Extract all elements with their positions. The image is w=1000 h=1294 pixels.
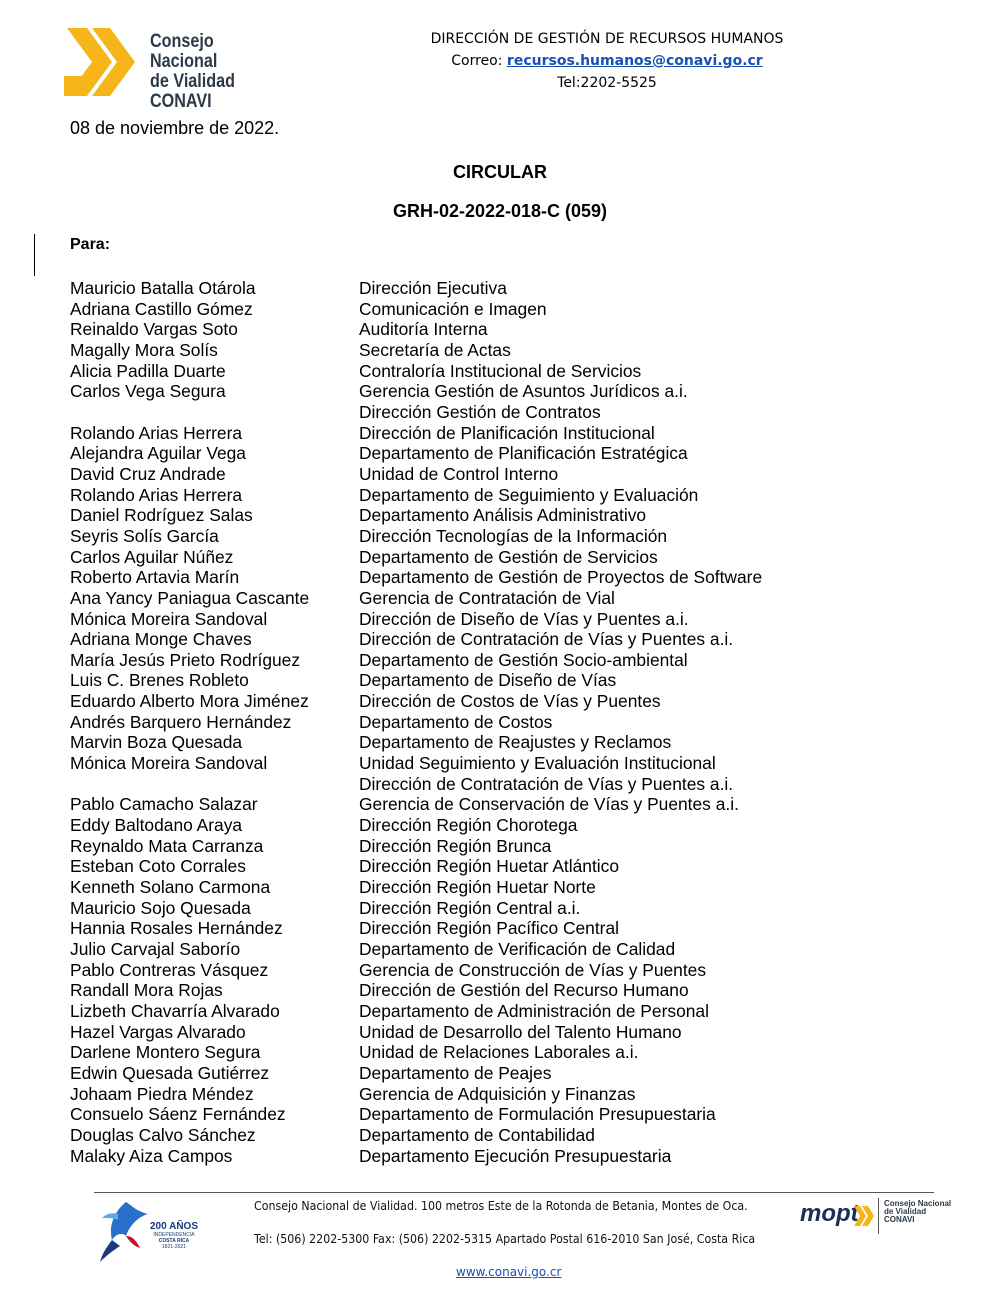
recipient-row <box>70 485 762 506</box>
conavi-small-line3: CONAVI <box>884 1215 915 1224</box>
department-name: DIRECCIÓN DE GESTIÓN DE RECURSOS HUMANOS <box>430 31 784 47</box>
footer-address: Consejo Nacional de Vialidad. 100 metros Este de la Rotonda de Betania, Montes de Oca. <box>254 1199 748 1213</box>
recipient-unit: Gerencia de Construcción de Vías y Puentes <box>359 959 707 980</box>
recipient-unit: Dirección Región Chorotega <box>359 815 578 836</box>
recipient-name <box>70 402 359 423</box>
recipient-row <box>70 609 762 630</box>
recipient-name: María Jesús Prieto Rodríguez <box>70 649 301 670</box>
recipient-row <box>70 856 762 877</box>
recipient-name: Reynaldo Mata Carranza <box>70 835 264 856</box>
bicentenario-line4: 1821-2021 <box>162 1244 186 1250</box>
recipient-row <box>70 980 762 1001</box>
recipient-name: Edwin Quesada Gutiérrez <box>70 1062 270 1083</box>
recipient-unit: Dirección Tecnologías de la Información <box>359 525 668 546</box>
recipient-name: Eddy Baltodano Araya <box>70 815 243 836</box>
recipient-name: Randall Mora Rojas <box>70 980 223 1001</box>
recipient-unit: Dirección Región Huetar Atlántico <box>359 856 620 877</box>
recipient-unit: Secretaría de Actas <box>359 339 511 360</box>
recipient-name: Rolando Arias Herrera <box>70 484 243 505</box>
recipient-name: Marvin Boza Quesada <box>70 732 243 753</box>
recipient-name <box>70 774 359 795</box>
recipient-name: Andrés Barquero Hernández <box>70 711 292 732</box>
recipient-unit: Departamento Análisis Administrativo <box>359 505 647 526</box>
recipient-unit: Dirección de Contratación de Vías y Puentes a.i. <box>359 773 734 794</box>
conavi-small-logo <box>884 1200 951 1224</box>
conavi-chevron-icon <box>62 24 152 100</box>
recipient-row <box>70 423 762 444</box>
recipient-row <box>70 1063 762 1084</box>
recipient-unit: Gerencia de Adquisición y Finanzas <box>359 1083 636 1104</box>
recipient-name: Mauricio Sojo Quesada <box>70 897 251 918</box>
recipient-unit: Departamento de Diseño de Vías <box>359 670 617 691</box>
recipient-unit: Dirección Región Brunca <box>359 835 552 856</box>
recipient-unit: Departamento de Verificación de Calidad <box>359 939 676 959</box>
recipient-row <box>70 319 762 340</box>
recipient-name: Eduardo Alberto Mora Jiménez <box>70 691 309 712</box>
recipient-row <box>70 443 762 464</box>
recipient-name: Magally Mora Solís <box>70 339 218 360</box>
recipient-row <box>70 402 762 423</box>
margin-marker <box>34 234 35 276</box>
conavi-small-line1: Consejo Nacional <box>884 1199 952 1208</box>
recipient-name: Seyris Solís García <box>70 525 219 546</box>
recipient-row <box>70 1084 762 1105</box>
conavi-small-line2: de Vialidad <box>884 1207 927 1216</box>
recipient-name: Lizbeth Chavarría Alvarado <box>70 1000 280 1021</box>
recipient-name: Daniel Rodríguez Salas <box>70 505 253 526</box>
recipient-row <box>70 650 762 671</box>
recipient-row <box>70 939 762 960</box>
phone-line: Tel:2202-5525 <box>557 75 657 91</box>
recipient-unit: Dirección Región Huetar Norte <box>359 877 596 898</box>
recipient-name: Johaam Piedra Méndez <box>70 1083 254 1104</box>
email-label: Correo: <box>451 53 503 69</box>
bicentenario-text <box>150 1221 198 1250</box>
recipient-unit: Gerencia Gestión de Asuntos Jurídicos a.i. <box>359 381 688 402</box>
recipient-name: Julio Carvajal Saborío <box>70 939 241 959</box>
recipient-name: Consuelo Sáenz Fernández <box>70 1104 286 1125</box>
recipient-unit: Contraloría Institucional de Servicios <box>359 360 642 381</box>
logo-line2: de Vialidad <box>150 71 235 92</box>
recipient-row <box>70 877 762 898</box>
recipient-unit: Departamento Ejecución Presupuestaria <box>359 1145 672 1166</box>
footer-logo-separator <box>878 1198 879 1234</box>
footer-website-link[interactable]: www.conavi.go.cr <box>456 1265 562 1279</box>
recipient-row <box>70 794 762 815</box>
recipient-row <box>70 1042 762 1063</box>
recipient-unit: Unidad de Desarrollo del Talento Humano <box>359 1021 682 1042</box>
recipient-name: Darlene Montero Segura <box>70 1042 261 1063</box>
recipient-name: Carlos Vega Segura <box>70 381 226 402</box>
recipient-unit: Departamento de Reajustes y Reclamos <box>359 732 672 753</box>
recipient-name: David Cruz Andrade <box>70 463 226 484</box>
recipient-row <box>70 815 762 836</box>
email-link[interactable]: recursos.humanos@conavi.go.cr <box>506 53 763 69</box>
recipient-row <box>70 918 762 939</box>
recipient-row <box>70 774 762 795</box>
bicentenario-line2: INDEPENDENCIA <box>153 1232 195 1238</box>
recipient-unit: Dirección de Planificación Institucional <box>359 422 655 443</box>
recipient-name: Kenneth Solano Carmona <box>70 877 271 898</box>
recipient-name: Alejandra Aguilar Vega <box>70 443 246 464</box>
recipient-name: Adriana Castillo Gómez <box>70 298 253 319</box>
recipient-row <box>70 670 762 691</box>
recipient-row <box>70 732 762 753</box>
recipient-row <box>70 588 762 609</box>
footer-contact: Tel: (506) 2202-5300 Fax: (506) 2202-5315 Apartado Postal 616-2010 San José, Costa Rica <box>254 1232 756 1246</box>
recipient-row <box>70 753 762 774</box>
recipients-list <box>70 278 762 1166</box>
recipient-unit: Gerencia de Conservación de Vías y Puentes a.i. <box>359 794 739 815</box>
recipient-unit: Dirección de Costos de Vías y Puentes <box>359 691 661 712</box>
document-code: GRH-02-2022-018-C (059) <box>392 201 608 221</box>
recipient-unit: Dirección de Contratación de Vías y Puentes a.i. <box>359 629 734 650</box>
recipient-unit: Dirección de Gestión del Recurso Humano <box>359 980 689 1001</box>
mopt-logo: mopt <box>800 1200 859 1227</box>
hummingbird-icon <box>96 1194 156 1264</box>
recipient-unit: Departamento de Gestión de Proyectos de Software <box>359 567 763 588</box>
recipient-row <box>70 340 762 361</box>
recipient-name: Reinaldo Vargas Soto <box>70 319 238 340</box>
recipient-unit: Dirección de Diseño de Vías y Puentes a.i. <box>359 608 689 629</box>
recipient-row <box>70 567 762 588</box>
recipient-row <box>70 381 762 402</box>
recipient-row <box>70 629 762 650</box>
recipient-name: Alicia Padilla Duarte <box>70 360 226 381</box>
recipient-unit: Departamento de Costos <box>359 711 553 732</box>
recipient-unit: Departamento de Formulación Presupuestaria <box>359 1104 716 1125</box>
recipient-row <box>70 898 762 919</box>
recipient-unit: Gerencia de Contratación de Vial <box>359 587 615 608</box>
bicentenario-line3: COSTA RICA <box>158 1238 190 1244</box>
recipient-row <box>70 1125 762 1146</box>
recipient-unit: Departamento de Contabilidad <box>359 1124 595 1145</box>
recipient-row <box>70 1022 762 1043</box>
recipient-row <box>70 547 762 568</box>
recipient-row <box>70 691 762 712</box>
recipient-row <box>70 1104 762 1125</box>
recipient-unit: Departamento de Planificación Estratégica <box>359 443 688 464</box>
recipient-unit: Departamento de Administración de Personal <box>359 1000 709 1021</box>
recipient-row <box>70 278 762 299</box>
email-line <box>392 50 822 72</box>
recipient-unit: Comunicación e Imagen <box>359 298 547 319</box>
recipient-name: Pablo Camacho Salazar <box>70 794 258 815</box>
recipient-name: Carlos Aguilar Núñez <box>70 546 234 567</box>
recipient-unit: Dirección Región Central a.i. <box>359 897 581 918</box>
recipient-row <box>70 505 762 526</box>
recipient-name: Douglas Calvo Sánchez <box>70 1124 256 1145</box>
recipient-name: Mauricio Batalla Otárola <box>70 278 256 298</box>
recipient-unit: Departamento de Gestión de Servicios <box>359 546 658 567</box>
recipient-name: Roberto Artavia Marín <box>70 567 240 588</box>
recipient-unit: Dirección Ejecutiva <box>359 278 507 298</box>
recipient-unit: Departamento de Seguimiento y Evaluación <box>359 484 699 505</box>
recipient-unit: Departamento de Gestión Socio-ambiental <box>359 649 688 670</box>
recipient-row <box>70 361 762 382</box>
recipient-row <box>70 960 762 981</box>
recipient-row <box>70 299 762 320</box>
recipient-name: Ana Yancy Paniagua Cascante <box>70 587 310 608</box>
header-info <box>392 28 822 94</box>
recipient-unit: Unidad de Relaciones Laborales a.i. <box>359 1042 639 1063</box>
recipient-row <box>70 1146 762 1167</box>
recipient-name: Malaky Aiza Campos <box>70 1145 233 1166</box>
recipient-name: Esteban Coto Corrales <box>70 856 246 877</box>
recipient-row <box>70 712 762 733</box>
recipient-unit: Dirección Región Pacífico Central <box>359 918 620 939</box>
recipient-name: Mónica Moreira Sandoval <box>70 608 268 629</box>
recipient-unit: Auditoría Interna <box>359 319 488 340</box>
mopt-chevron-icon <box>852 1204 876 1233</box>
recipient-name: Pablo Contreras Vásquez <box>70 959 269 980</box>
recipient-row <box>70 836 762 857</box>
recipient-name: Hannia Rosales Hernández <box>70 918 283 939</box>
document-title: CIRCULAR <box>453 162 547 182</box>
footer-divider <box>94 1192 934 1193</box>
recipient-name: Luis C. Brenes Robleto <box>70 670 249 691</box>
recipient-unit: Unidad Seguimiento y Evaluación Institucional <box>359 753 716 774</box>
recipient-unit: Unidad de Control Interno <box>359 463 559 484</box>
logo-line3: CONAVI <box>150 91 212 112</box>
recipient-row <box>70 526 762 547</box>
bicentenario-line1: 200 AÑOS <box>150 1221 198 1232</box>
recipient-row <box>70 1001 762 1022</box>
document-date: 08 de noviembre de 2022. <box>70 118 280 138</box>
to-label: Para: <box>70 236 111 253</box>
recipient-name: Rolando Arias Herrera <box>70 422 243 443</box>
recipient-name: Mónica Moreira Sandoval <box>70 753 268 774</box>
recipient-name: Adriana Monge Chaves <box>70 629 252 650</box>
recipient-row <box>70 464 762 485</box>
recipient-unit: Dirección Gestión de Contratos <box>359 401 601 422</box>
recipient-name: Hazel Vargas Alvarado <box>70 1021 246 1042</box>
logo-line1: Consejo Nacional <box>150 31 218 72</box>
conavi-logo-text <box>150 32 279 112</box>
recipient-unit: Departamento de Peajes <box>359 1062 552 1083</box>
conavi-logo <box>62 24 302 112</box>
